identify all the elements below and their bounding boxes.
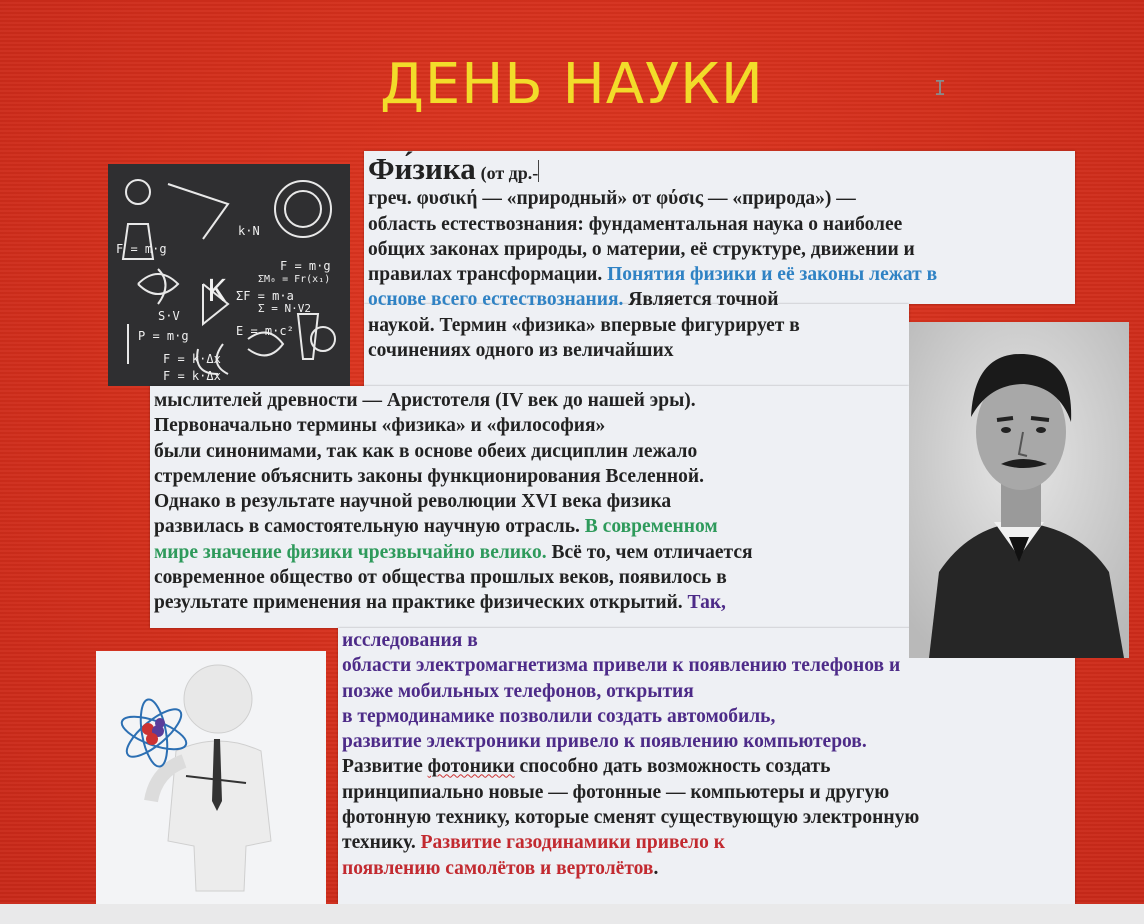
text-line: область естествознания: фундаментальная наука о наиболее bbox=[368, 213, 903, 235]
highlight-red: появлению самолётов и вертолётов bbox=[342, 857, 654, 879]
text-line: современное общество от общества прошлых веков, появилось в bbox=[154, 567, 727, 589]
board-formula: F = m·g bbox=[280, 259, 331, 273]
text-line: позже мобильных телефонов, открытия bbox=[342, 680, 694, 702]
text-line bbox=[368, 262, 937, 287]
text-span: Всё то, чем отличается bbox=[546, 541, 753, 563]
scientist-portrait-image bbox=[909, 322, 1129, 658]
text-line: были синонимами, так как в основе обеих дисциплин лежало bbox=[154, 440, 698, 462]
physics-formulas-image bbox=[108, 164, 350, 386]
highlight-blue: Понятия физики и её законы лежат в bbox=[607, 264, 938, 286]
text-span: результате применения на практике физических открытий. bbox=[154, 592, 688, 614]
scientist-3d-figure-image bbox=[96, 651, 326, 904]
text-span: . bbox=[653, 857, 659, 879]
text-line: сочинениях одного из величайших bbox=[368, 340, 674, 362]
portrait-drawing bbox=[909, 322, 1129, 658]
text-line: фотонную технику, которые сменят существующую электронную bbox=[342, 807, 920, 829]
highlight-green: В современном bbox=[584, 516, 718, 538]
text-line: Первоначально термины «физика» и «философия» bbox=[154, 415, 606, 437]
text-line bbox=[368, 287, 937, 312]
text-line bbox=[342, 754, 919, 779]
text-line: области электромагнетизма привели к появлению телефонов и bbox=[342, 655, 901, 677]
text-block-top bbox=[368, 151, 938, 363]
text-line: мыслителей древности — Аристотеля (IV век до нашей эры). bbox=[154, 390, 696, 411]
text-span: технику. bbox=[342, 832, 421, 854]
text-span: Развитие bbox=[342, 756, 428, 778]
figure-drawing bbox=[96, 651, 326, 904]
text-caret bbox=[538, 160, 539, 182]
text-line bbox=[154, 540, 753, 565]
board-formula-layer bbox=[108, 164, 350, 386]
highlight-blue: основе всего естествознания. bbox=[368, 289, 624, 311]
spellcheck-word[interactable]: фотоники bbox=[427, 756, 515, 778]
board-formula: ΣF = m·a bbox=[236, 289, 294, 303]
heading-word: Фи́зика bbox=[368, 151, 476, 186]
text-line: общих законах природы, о материи, её структуре, движении и bbox=[368, 238, 915, 260]
slide-title: ДЕНЬ НАУКИ bbox=[380, 52, 764, 117]
board-formula: F = m·g bbox=[116, 242, 167, 256]
text-line: стремление объяснить законы функционирования Вселенной. bbox=[154, 465, 705, 487]
text-line: Однако в результате научной революции XVI века физика bbox=[154, 491, 672, 513]
text-line: исследования в bbox=[342, 630, 478, 651]
board-formula: k·N bbox=[238, 224, 260, 238]
board-formula: Σ = N·V2 bbox=[258, 302, 311, 315]
text-line: греч. φυσική — «природный» от φύσις — «природа») — bbox=[368, 188, 856, 210]
board-formula: ΣM₀ = Fr(x₁) bbox=[258, 274, 331, 285]
board-formula: P = m·g bbox=[138, 329, 189, 343]
text-line: в термодинамике позволили создать автомобиль, bbox=[342, 705, 776, 727]
text-span: правилах трансформации. bbox=[368, 264, 608, 286]
highlight-green: мире значение физики чрезвычайно велико. bbox=[154, 541, 547, 563]
text-line: наукой. Термин «физика» впервые фигурирует в bbox=[368, 314, 800, 336]
text-line bbox=[342, 830, 919, 855]
board-formula: F = k·Δx bbox=[163, 369, 221, 383]
text-line bbox=[154, 590, 753, 615]
text-line: развитие электроники привело к появлению компьютеров. bbox=[342, 731, 867, 753]
highlight-purple: Так, bbox=[687, 592, 726, 614]
bottom-strip bbox=[0, 904, 1144, 924]
text-block-middle bbox=[154, 388, 753, 616]
text-line bbox=[342, 856, 919, 881]
text-line bbox=[154, 514, 753, 539]
board-formula: F = k·Δx bbox=[163, 352, 221, 366]
board-formula: S·V bbox=[158, 309, 180, 323]
text-block-bottom bbox=[342, 628, 919, 881]
board-formula: E = m·c² bbox=[236, 324, 294, 338]
text-cursor-icon: I bbox=[934, 76, 947, 100]
text-line: принципиально новые — фотонные — компьютеры и другую bbox=[342, 781, 890, 803]
text-span: Является точной bbox=[623, 289, 779, 311]
heading-line bbox=[368, 151, 937, 186]
highlight-red: Развитие газодинамики привело к bbox=[420, 832, 725, 854]
text-span: развилась в самостоятельную научную отрасль. bbox=[154, 516, 585, 538]
board-formula: K bbox=[208, 274, 227, 309]
heading-suffix: (от др.- bbox=[480, 163, 539, 183]
text-span: способно дать возможность создать bbox=[514, 756, 831, 778]
